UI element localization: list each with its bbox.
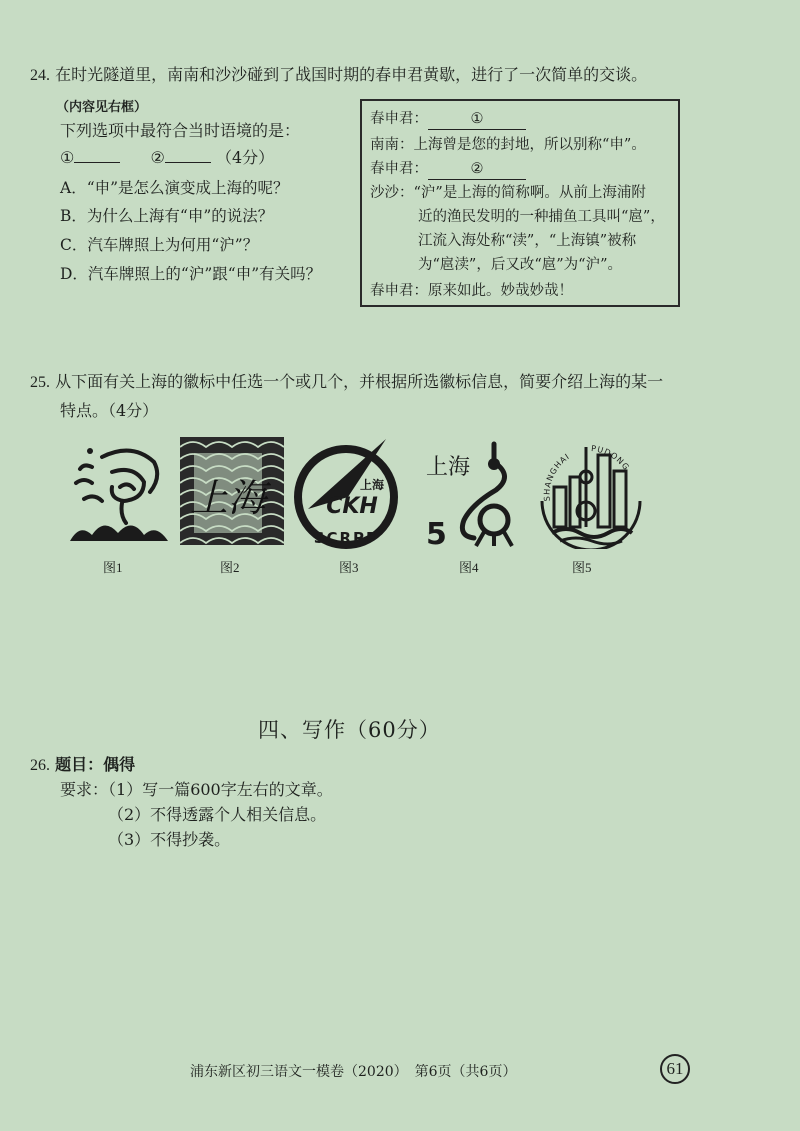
q26-req-2: （2）不得透露个人相关信息。 (108, 805, 327, 824)
logo-2-wave-calligraphy-icon (180, 437, 284, 545)
q24-answer-line (60, 147, 274, 169)
q26-title-line (30, 754, 135, 777)
logo-5-right-text: PUDONG (590, 443, 632, 473)
q26-req-label: 要求： (60, 780, 109, 799)
logo-5-pudong-skyline-icon (536, 437, 646, 549)
logo-3-bottom-text: SCRPF (313, 529, 379, 547)
dialog-line2: 南南：上海曾是您的封地，所以别称“申”。 (370, 137, 646, 153)
dialog-line4a: 沙沙：“沪”是上海的简称啊。从前上海浦附 (370, 185, 646, 201)
caption-fig1: 图1 (103, 560, 123, 575)
dialog-blank2[interactable] (428, 159, 526, 180)
caption-fig5: 图5 (572, 560, 592, 575)
dialog-line1 (370, 109, 526, 130)
q26-title: 题目：偶得 (55, 755, 136, 774)
q24-blank1[interactable] (74, 162, 120, 163)
caption-fig2: 图2 (220, 560, 240, 575)
dialog-line3-speaker: 春申君： (370, 161, 428, 177)
dialog-line4d: 为“扈渎”，后又改“扈”为“沪”。 (418, 257, 622, 273)
q25-stem-text1: 从下面有关上海的徽标中任选一个或几个，并根据所选徽标信息，简要介绍上海的某一 (55, 372, 664, 391)
caption-fig4: 图4 (459, 560, 479, 575)
caption-fig3: 图3 (339, 560, 359, 575)
q24-number: 24. (30, 67, 50, 84)
q24-note: （内容见右框） (56, 100, 148, 115)
dialog-blank1[interactable] (428, 109, 526, 130)
dialog-line3 (370, 159, 526, 180)
logo-2-text: 上海 (189, 476, 267, 520)
logo-3-mid-text: CKH (326, 494, 378, 519)
dialog-blank2-mark: ② (470, 161, 484, 177)
q26-req-1: （1）写一篇600字左右的文章。 (108, 780, 333, 799)
logo-4-pearl-tower-icon (424, 440, 524, 548)
q24-blank2[interactable] (165, 162, 211, 163)
dialog-line1-speaker: 春申君： (370, 111, 428, 127)
q24-score: （4分） (215, 148, 275, 167)
q24-option-c: C．汽车牌照上为何用“沪”？ (60, 236, 259, 254)
logo-5-left-text: SHANGHAI (542, 451, 572, 502)
q25-number: 25. (30, 374, 50, 391)
q24-dialog-box (360, 99, 680, 307)
page-footer: 浦东新区初三语文一模卷（2020） 第6页（共6页） (190, 1064, 517, 1080)
logo-4-text: 上海 (426, 455, 471, 480)
q24-stem (30, 64, 647, 87)
q26-number: 26. (30, 757, 50, 774)
logo-3-scrpf-icon (288, 437, 412, 549)
dialog-line4b: 近的渔民发明的一种捕鱼工具叫“扈”， (418, 209, 665, 225)
q26-req-3: （3）不得抄袭。 (108, 830, 231, 849)
q24-prompt: 下列选项中最符合当时语境的是： (60, 121, 301, 140)
section-4-title: 四、写作（60分） (258, 718, 441, 742)
q25-stem-line2: 特点。（4分） (60, 401, 159, 420)
logo-3-top-text: 上海 (360, 478, 385, 492)
logo-4-number: 5 (426, 517, 447, 548)
dialog-line4c: 江流入海处称“渎”，“上海镇”被称 (418, 233, 637, 249)
q24-stem-text: 在时光隧道里，南南和沙沙碰到了战国时期的春申君黄歇，进行了一次简单的交谈。 (55, 65, 648, 84)
q25-stem-line1 (30, 371, 663, 394)
q24-option-a: A．“申”是怎么演变成上海的呢？ (60, 179, 289, 197)
q24-blank1-mark: ① (60, 148, 75, 167)
q24-option-d: D．汽车牌照上的“沪”跟“申”有关吗？ (60, 265, 322, 283)
logo-1-dolphin-icon (62, 437, 174, 547)
page-number-circle: 61 (660, 1054, 690, 1084)
dialog-line5: 春申君：原来如此。妙哉妙哉！ (370, 283, 573, 299)
q24-option-b: B．为什么上海有“申”的说法？ (60, 207, 274, 225)
q24-blank2-mark: ② (150, 148, 165, 167)
dialog-blank1-mark: ① (470, 111, 484, 127)
q26-req-line1 (60, 779, 333, 801)
